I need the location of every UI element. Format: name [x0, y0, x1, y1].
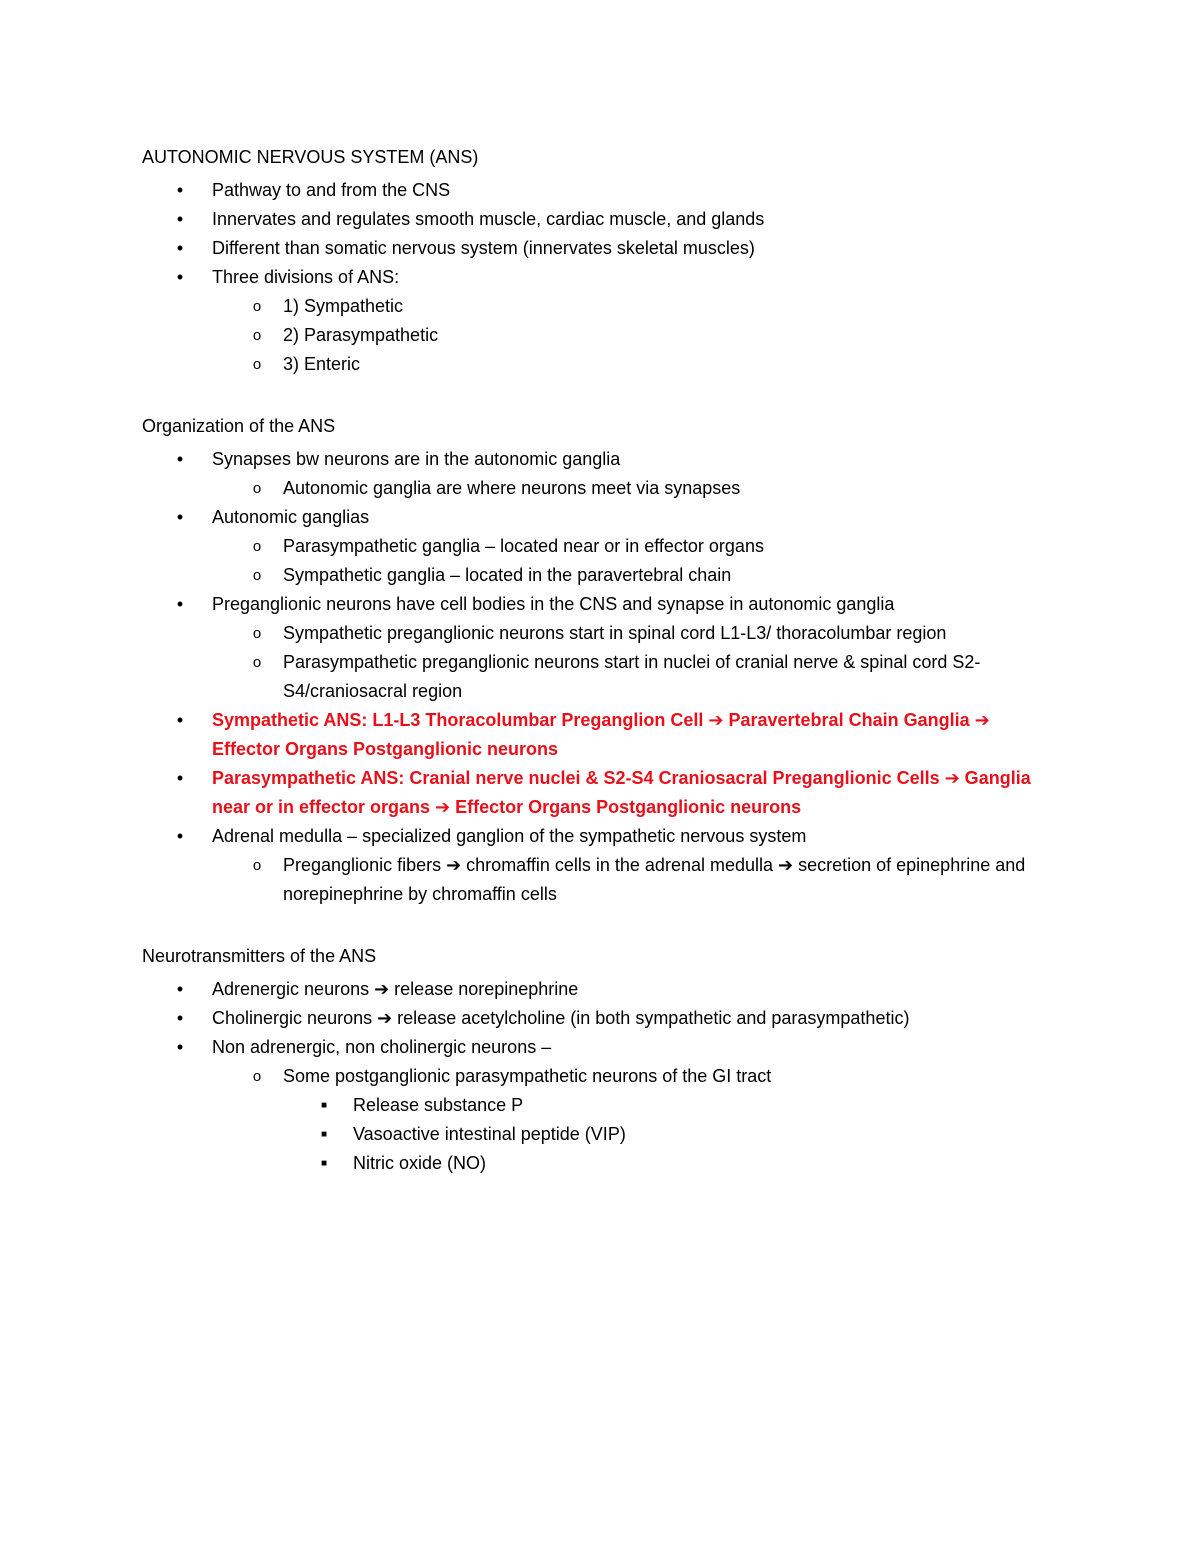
list-item-text: Adrenergic neurons ➔ release norepinephrine: [212, 979, 579, 999]
list-item-text: 1) Sympathetic: [283, 296, 404, 316]
circle-bullet-icon: o: [252, 654, 262, 671]
circle-bullet-icon: o: [252, 356, 262, 373]
bullet-icon: •: [176, 267, 184, 287]
square-bullet-icon: ■: [320, 1129, 328, 1140]
list-item: [142, 764, 1062, 822]
section-heading: AUTONOMIC NERVOUS SYSTEM (ANS): [142, 147, 479, 167]
list-item-text: Pathway to and from the CNS: [212, 180, 451, 200]
sub-list-item: [142, 292, 1062, 321]
list-item-text: Synapses bw neurons are in the autonomic ganglia: [212, 449, 621, 469]
list-item-text: Vasoactive intestinal peptide (VIP): [353, 1124, 626, 1144]
sub-list-item: [142, 350, 1062, 379]
sub-sub-list-item: [142, 1149, 1062, 1178]
bullet-icon: •: [176, 180, 184, 200]
sub-sub-list-item: [142, 1091, 1062, 1120]
circle-bullet-icon: o: [252, 538, 262, 555]
list-item-text: Sympathetic ANS: L1-L3 Thoracolumbar Preganglion Cell ➔ Paravertebral Chain Ganglia ➔ Effector Organs Postganglionic neurons: [212, 710, 990, 759]
list-item: [142, 503, 1062, 532]
bullet-icon: •: [176, 710, 184, 730]
list-item-text: Preganglionic fibers ➔ chromaffin cells in the adrenal medulla ➔ secretion of epinephrine and norepinephrine by chromaffin cells: [283, 855, 1026, 904]
circle-bullet-icon: o: [252, 480, 262, 497]
list-item: [142, 263, 1062, 292]
document-body: [142, 138, 1062, 1178]
bullet-icon: •: [176, 594, 184, 614]
circle-bullet-icon: o: [252, 298, 262, 315]
list-item-text: Preganglionic neurons have cell bodies in the CNS and synapse in autonomic ganglia: [212, 594, 895, 614]
square-bullet-icon: ■: [320, 1100, 328, 1111]
square-bullet-icon: ■: [320, 1158, 328, 1169]
sub-list-item: [142, 648, 1062, 706]
list-item: [142, 822, 1062, 851]
section-heading: Organization of the ANS: [142, 416, 336, 436]
circle-bullet-icon: o: [252, 327, 262, 344]
list-item-text: Different than somatic nervous system (innervates skeletal muscles): [212, 238, 755, 258]
list-item: [142, 445, 1062, 474]
bullet-icon: •: [176, 1037, 184, 1057]
circle-bullet-icon: o: [252, 567, 262, 584]
sub-list-item: [142, 474, 1062, 503]
sub-list-item: [142, 1062, 1062, 1091]
bullet-icon: •: [176, 826, 184, 846]
list-item-text: Cholinergic neurons ➔ release acetylcholine (in both sympathetic and parasympathetic): [212, 1008, 910, 1028]
list-item-text: Parasympathetic ANS: Cranial nerve nuclei & S2-S4 Craniosacral Preganglionic Cells ➔ Ganglia near or in effector organs ➔ Effector Organs Postganglionic neurons: [212, 768, 1031, 817]
list-item: [142, 176, 1062, 205]
list-item-text: Non adrenergic, non cholinergic neurons –: [212, 1037, 552, 1057]
bullet-icon: •: [176, 238, 184, 258]
list-item-text: Adrenal medulla – specialized ganglion of the sympathetic nervous system: [212, 826, 807, 846]
list-item: [142, 1033, 1062, 1062]
sub-list-item: [142, 851, 1062, 909]
bullet-icon: •: [176, 979, 184, 999]
sub-list-item: [142, 619, 1062, 648]
sub-sub-list-item: [142, 1120, 1062, 1149]
list-item: [142, 706, 1062, 764]
bullet-icon: •: [176, 209, 184, 229]
list-item-text: Release substance P: [353, 1095, 524, 1115]
bullet-icon: •: [176, 507, 184, 527]
sub-list-item: [142, 561, 1062, 590]
sub-list-item: [142, 532, 1062, 561]
list-item: [142, 975, 1062, 1004]
list-item-text: 3) Enteric: [283, 354, 361, 374]
section-spacer: [142, 379, 1062, 407]
list-item-text: Autonomic ganglias: [212, 507, 370, 527]
bullet-icon: •: [176, 449, 184, 469]
list-item-text: Autonomic ganglia are where neurons meet via synapses: [283, 478, 741, 498]
bullet-icon: •: [176, 1008, 184, 1028]
list-item-text: Sympathetic ganglia – located in the paravertebral chain: [283, 565, 732, 585]
circle-bullet-icon: o: [252, 857, 262, 874]
section-heading: Neurotransmitters of the ANS: [142, 946, 377, 966]
sub-list-item: [142, 321, 1062, 350]
circle-bullet-icon: o: [252, 1068, 262, 1085]
list-item: [142, 234, 1062, 263]
list-item-text: Three divisions of ANS:: [212, 267, 400, 287]
list-item-text: Parasympathetic ganglia – located near or in effector organs: [283, 536, 764, 556]
list-item-text: Parasympathetic preganglionic neurons start in nuclei of cranial nerve & spinal cord S2-S4/craniosacral region: [283, 652, 981, 701]
list-item: [142, 1004, 1062, 1033]
list-item: [142, 590, 1062, 619]
list-item-text: Some postganglionic parasympathetic neurons of the GI tract: [283, 1066, 772, 1086]
list-item-text: Sympathetic preganglionic neurons start in spinal cord L1-L3/ thoracolumbar region: [283, 623, 947, 643]
section-spacer: [142, 909, 1062, 937]
list-item-text: Nitric oxide (NO): [353, 1153, 487, 1173]
bullet-icon: •: [176, 768, 184, 788]
circle-bullet-icon: o: [252, 625, 262, 642]
list-item-text: Innervates and regulates smooth muscle, cardiac muscle, and glands: [212, 209, 765, 229]
list-item-text: 2) Parasympathetic: [283, 325, 439, 345]
list-item: [142, 205, 1062, 234]
